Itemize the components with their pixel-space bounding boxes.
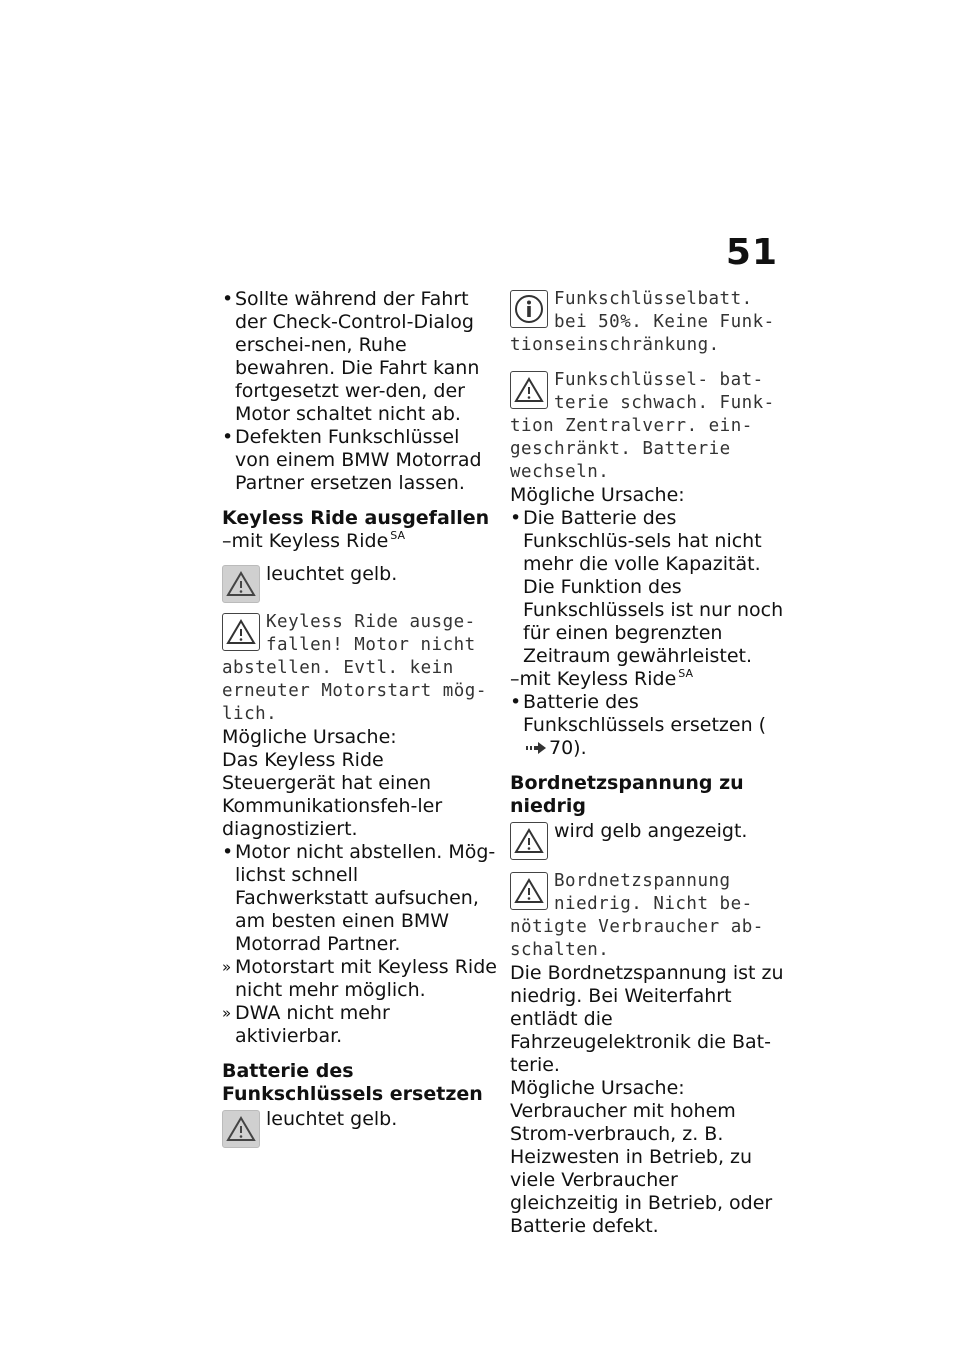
display-message: Keyless Ride ausge-fallen! Motor nicht <box>266 612 476 655</box>
warning-triangle-icon <box>222 565 260 603</box>
page-reference[interactable]: 70). <box>549 737 587 759</box>
list-item-text: Sollte während der Fahrt der Check-Control-Dialog erschei-nen, Ruhe bewahren. Die Fahrt kann fortgesetzt wer-den, der Motor schaltet nicht ab. <box>235 288 480 425</box>
warning-triangle-icon <box>222 1110 260 1148</box>
bullet-icon: • <box>222 288 234 310</box>
list-item <box>222 426 497 495</box>
result-arrow-icon: » <box>222 1004 232 1022</box>
bullet-icon: • <box>222 841 234 863</box>
result-arrow-icon: » <box>222 958 232 976</box>
section-heading: Bordnetzspannung zu niedrig <box>510 772 744 817</box>
left-column <box>222 288 497 1150</box>
indicator-text: wird gelb angezeigt. <box>554 820 748 842</box>
list-item-text: Defekten Funkschlüssel von einem BMW Motorrad Partner ersetzen lassen. <box>235 426 482 494</box>
indicator-block <box>222 1108 497 1150</box>
message-block <box>510 288 785 357</box>
section-heading: Batterie des Funkschlüssels ersetzen <box>222 1060 483 1105</box>
indicator-block <box>510 820 785 862</box>
display-message: Funkschlüssel- bat-terie schwach. Funk- <box>554 370 775 413</box>
result-item: » Motorstart mit Keyless Ride nicht mehr möglich. <box>222 956 497 1001</box>
condition: –mit Keyless Ride $^{SA}$ <box>510 667 693 690</box>
cause-label: Mögliche Ursache: <box>510 484 685 506</box>
indicator-text: leuchtet gelb. <box>266 563 398 585</box>
list-item: • Batterie des Funkschlüssels ersetzen (70). <box>510 691 767 759</box>
display-message-cont: tionseinschränkung. <box>510 335 720 355</box>
cause-text: Das Keyless Ride Steuergerät hat einen Kommunikationsfeh-ler diagnostiziert. <box>222 749 443 840</box>
cause-text: Verbraucher mit hohem Strom-verbrauch, z. B. Heizwesten in Betrieb, zu viele Verbraucher gleichzeitig in Betrieb, oder Batterie defekt. <box>510 1100 773 1237</box>
list-item <box>222 288 497 426</box>
list-item: • Die Batterie des Funkschlüs-sels hat nicht mehr die volle Kapazität. Die Funktion des Funkschlüssels ist nur noch für einen begrenzten Zeitraum gewährleistet. <box>510 507 784 667</box>
message-block <box>222 611 497 726</box>
warning-triangle-icon <box>510 822 548 860</box>
description-text: Die Bordnetzspannung ist zu niedrig. Bei Weiterfahrt entlädt die Fahrzeugelektronik die Bat-terie. <box>510 962 784 1076</box>
indicator-text: leuchtet gelb. <box>266 1108 398 1130</box>
display-message-cont: tion Zentralverr. ein-geschränkt. Batterie wechseln. <box>510 416 753 482</box>
right-column <box>510 288 785 1238</box>
info-icon <box>510 290 548 328</box>
display-message: Funkschlüsselbatt. bei 50%. Keine Funk- <box>554 289 775 332</box>
display-message-cont: abstellen. Evtl. kein erneuter Motorstart mög-lich. <box>222 658 487 724</box>
bullet-icon: • <box>510 691 522 713</box>
display-message: Bordnetzspannung niedrig. Nicht be- <box>554 871 753 914</box>
warning-triangle-icon <box>510 872 548 910</box>
result-item: » DWA nicht mehr aktivierbar. <box>222 1002 390 1047</box>
message-block <box>510 870 785 962</box>
display-message-cont: nötigte Verbraucher ab-schalten. <box>510 917 764 960</box>
condition: –mit Keyless Ride $^{SA}$ <box>222 529 405 552</box>
warning-triangle-icon <box>510 371 548 409</box>
bullet-icon: • <box>510 507 522 529</box>
bullet-icon: • <box>222 426 234 448</box>
cause-label: Mögliche Ursache: <box>222 726 397 748</box>
message-block <box>510 369 785 484</box>
warning-triangle-icon <box>222 613 260 651</box>
indicator-block <box>222 563 497 605</box>
section-heading: Keyless Ride ausgefallen <box>222 507 490 529</box>
list-item: • Motor nicht abstellen. Mög-lichst schnell Fachwerkstatt aufsuchen, am besten einen BMW Motorrad Partner. <box>222 841 496 955</box>
cause-label: Mögliche Ursache: <box>510 1077 685 1099</box>
page-number: 51 <box>725 232 778 273</box>
page-reference-arrow-icon <box>526 737 546 760</box>
